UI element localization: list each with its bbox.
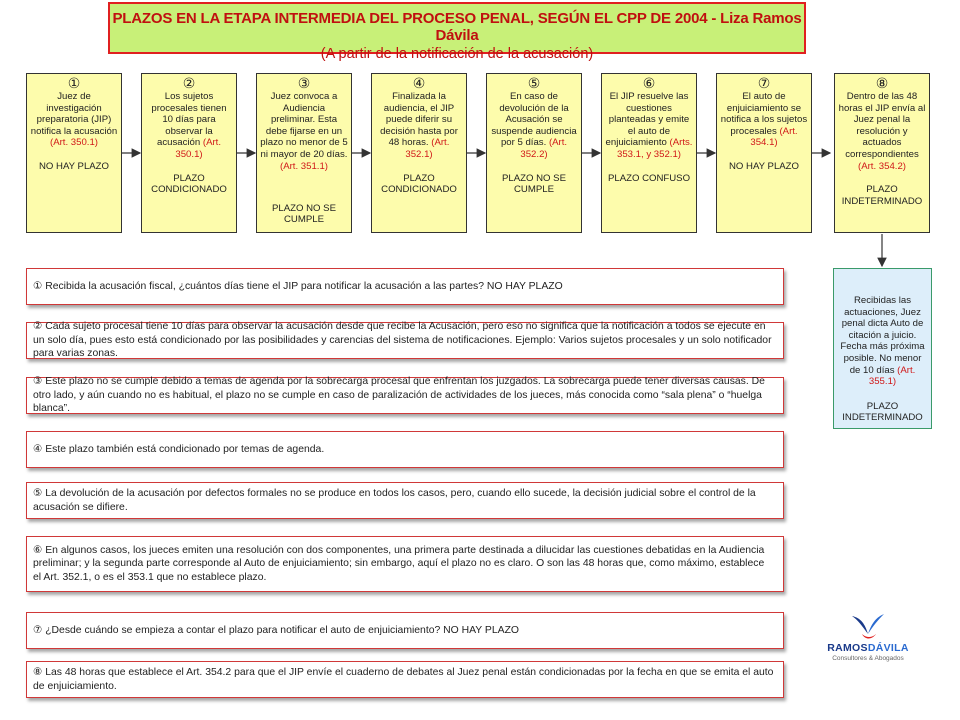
step-status: PLAZO NO SE CUMPLE	[272, 202, 336, 226]
note-text: ③ Este plazo no se cumple debido a temas de agenda por la sobrecarga procesal que enfrentan los juzgados. La sobrecarga puede tener diversas causas. De otro lado, y aún cuando no es habitual, el plazo no se cumple en caso de paralización de actividades de los jueces, más conocida como “sala plena” o “huelga blanca”.	[33, 376, 765, 415]
step-3	[256, 73, 352, 233]
note-4	[26, 431, 784, 468]
step-status: PLAZO CONDICIONADO	[151, 172, 227, 196]
note-6	[26, 536, 784, 592]
step-text: Dentro de las 48 horas el JIP envía al Juez penal la resolución y actuados correspondientes	[838, 91, 926, 160]
note-text: ⑤ La devolución de la acusación por defectos formales no se produce en todos los casos, pero, cuando ello sucede, la decisión judicial sobre el control de la acusación se difiere.	[33, 488, 756, 513]
step-5	[486, 73, 582, 233]
step-number: ③	[297, 75, 311, 91]
note-text: ⑥ En algunos casos, los jueces emiten una resolución con dos componentes, una primera parte destinada a dilucidar las cuestiones debatidas en la Audiencia preliminar; y la segunda parte corresponde al Auto de enjuiciamiento; sin embargo, aquí el plazo no es claro. O son las 48 horas que, como máximo, establece el Art. 352.1, o es el 353.1 que no establece plazo.	[33, 544, 765, 583]
step-number: ⑧	[875, 75, 889, 91]
bird-logo-icon	[848, 610, 888, 642]
step-article: (Arts. 353.1, y 352.1)	[616, 137, 693, 160]
step-article: (Art. 354.2)	[858, 160, 906, 172]
final-step-box	[833, 268, 932, 429]
ramos-davila-logo	[818, 610, 918, 670]
step-text: Juez de investigación preparatoria (JIP) notifica la acusación	[30, 91, 118, 137]
step-number: ⑤	[527, 75, 541, 91]
step-status: PLAZO CONFUSO	[607, 172, 691, 184]
note-text: ② Cada sujeto procesal tiene 10 días para observar la acusación desde que recibe la Acusación, pero eso no significa que la notificación a todos se ejecute en un solo día, pues esto está condicionado por las posibilidades y carencias del sistema de notificaciones. Ejemplo: Varios sujetos procesales y un solo notificador para varias zonas.	[33, 321, 772, 360]
title-subtitle: (A partir de la notificación de la acusación)	[320, 46, 594, 62]
note-5	[26, 482, 784, 519]
note-7	[26, 612, 784, 649]
step-number: ⑦	[757, 75, 771, 91]
step-4	[371, 73, 467, 233]
note-text: ① Recibida la acusación fiscal, ¿cuántos días tiene el JIP para notificar la acusación a las partes? NO HAY PLAZO	[33, 280, 563, 292]
step-2	[141, 73, 237, 233]
step-status: NO HAY PLAZO	[728, 160, 800, 172]
logo-tagline: Consultores & Abogados	[832, 655, 904, 662]
note-text: ④ Este plazo también está condicionado por temas de agenda.	[33, 443, 325, 455]
step-status: PLAZO INDETERMINADO	[841, 184, 923, 207]
final-step-text: Recibidas las actuaciones, Juez penal dicta Auto de citación a juicio. Fecha más próxima posible. No menor de 10 días	[840, 295, 925, 376]
note-text: ⑧ Las 48 horas que establece el Art. 354.2 para que el JIP envíe el cuaderno de debates al Juez penal están condicionadas por la fecha en que se emita el auto de enjuiciamiento.	[33, 667, 774, 692]
note-3	[26, 377, 784, 414]
step-1	[26, 73, 122, 233]
step-article: (Art. 350.1)	[175, 137, 221, 160]
step-text: El JIP resuelve las cuestiones planteadas y emite el auto de enjuiciamiento	[605, 91, 690, 149]
step-8	[834, 73, 930, 233]
step-article: (Art. 354.1)	[750, 125, 798, 149]
step-article: (Art. 352.1)	[405, 137, 450, 160]
step-number: ①	[67, 75, 81, 91]
step-article: (Art. 351.1)	[280, 160, 328, 172]
step-text: Finalizada la audiencia, el JIP puede diferir su decisión hasta por 48 horas.	[380, 91, 458, 149]
title-main: PLAZOS EN LA ETAPA INTERMEDIA DEL PROCESO PENAL, SEGÚN EL CPP DE 2004 - Liza Ramos Dávila	[112, 10, 802, 44]
step-text: El auto de enjuiciamiento se notifica a los sujetos procesales	[720, 91, 808, 137]
step-number: ②	[182, 75, 196, 91]
step-article: (Art. 352.2)	[520, 137, 568, 160]
final-step-article: (Art. 355.1)	[868, 364, 916, 388]
logo-brand	[818, 642, 918, 654]
step-status: NO HAY PLAZO	[38, 160, 110, 172]
step-status: PLAZO CONDICIONADO	[381, 172, 457, 196]
note-1	[26, 268, 784, 305]
step-7	[716, 73, 812, 233]
step-text: Los sujetos procesales tienen 10 días para observar la acusación	[151, 91, 227, 149]
step-text: Juez convoca a Audiencia preliminar. Esta debe fijarse en un plazo no menor de 5 ni mayor de 20 días.	[260, 91, 348, 160]
note-2	[26, 322, 784, 359]
logo-brand-ramos: RAMOS	[827, 642, 868, 654]
logo-brand-davila: DÁVILA	[867, 642, 909, 654]
note-8	[26, 661, 784, 698]
step-6	[601, 73, 697, 233]
step-status: PLAZO NO SE CUMPLE	[502, 172, 566, 196]
final-step-status: PLAZO INDETERMINADO	[842, 400, 923, 424]
step-article: (Art. 350.1)	[50, 137, 98, 149]
step-number: ④	[412, 75, 426, 91]
step-text: En caso de devolución de la Acusación se suspende audiencia por 5 días.	[491, 91, 577, 149]
step-number: ⑥	[642, 75, 656, 91]
note-text: ⑦ ¿Desde cuándo se empieza a contar el plazo para notificar el auto de enjuiciamiento? NO HAY PLAZO	[33, 624, 520, 636]
